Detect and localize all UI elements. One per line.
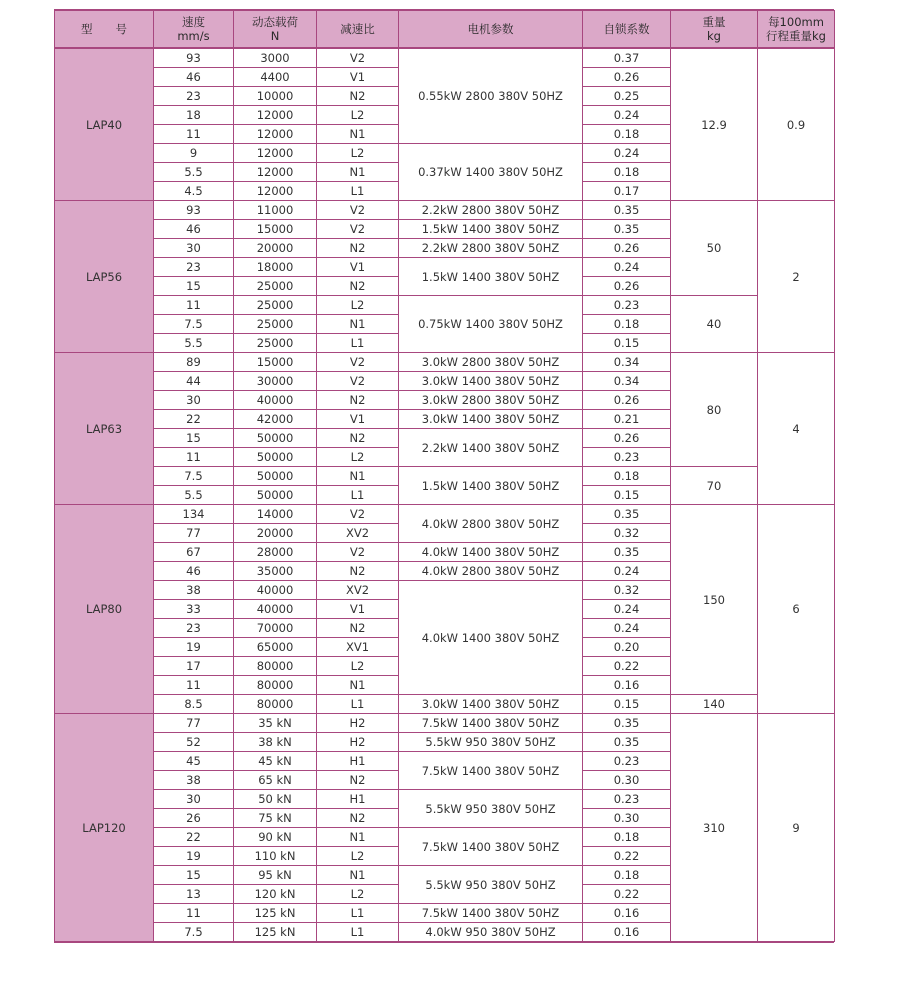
selflock-cell: 0.18 [583, 866, 671, 885]
ratio-cell: L2 [317, 296, 399, 315]
speed-cell: 23 [154, 87, 234, 106]
table-row [55, 505, 835, 524]
speed-cell: 5.5 [154, 334, 234, 353]
load-cell: 25000 [234, 315, 317, 334]
header-speed-unit: mm/s [177, 29, 210, 43]
selflock-cell: 0.26 [583, 277, 671, 296]
motor-cell: 0.55kW 2800 380V 50HZ [399, 48, 583, 144]
speed-cell: 33 [154, 600, 234, 619]
selflock-cell: 0.23 [583, 752, 671, 771]
load-cell: 4400 [234, 68, 317, 87]
selflock-cell: 0.34 [583, 353, 671, 372]
speed-cell: 13 [154, 885, 234, 904]
speed-cell: 52 [154, 733, 234, 752]
motor-cell: 0.75kW 1400 380V 50HZ [399, 296, 583, 353]
speed-cell: 23 [154, 619, 234, 638]
speed-cell: 19 [154, 638, 234, 657]
motor-cell: 3.0kW 2800 380V 50HZ [399, 391, 583, 410]
header-per100-unit: 行程重量kg [766, 29, 826, 43]
selflock-cell: 0.37 [583, 48, 671, 68]
load-cell: 12000 [234, 182, 317, 201]
ratio-cell: N1 [317, 828, 399, 847]
load-cell: 110 kN [234, 847, 317, 866]
spec-table [54, 10, 835, 942]
load-cell: 25000 [234, 334, 317, 353]
load-cell: 40000 [234, 581, 317, 600]
selflock-cell: 0.23 [583, 448, 671, 467]
speed-cell: 4.5 [154, 182, 234, 201]
table-row [55, 695, 835, 714]
load-cell: 42000 [234, 410, 317, 429]
ratio-cell: V2 [317, 48, 399, 68]
motor-cell: 5.5kW 950 380V 50HZ [399, 866, 583, 904]
speed-cell: 11 [154, 676, 234, 695]
speed-cell: 11 [154, 296, 234, 315]
load-cell: 15000 [234, 220, 317, 239]
weight-cell: 80 [671, 353, 758, 467]
selflock-cell: 0.24 [583, 258, 671, 277]
motor-cell: 1.5kW 1400 380V 50HZ [399, 467, 583, 505]
selflock-cell: 0.16 [583, 676, 671, 695]
selflock-cell: 0.22 [583, 885, 671, 904]
ratio-cell: N2 [317, 87, 399, 106]
selflock-cell: 0.24 [583, 600, 671, 619]
load-cell: 28000 [234, 543, 317, 562]
ratio-cell: N1 [317, 163, 399, 182]
motor-cell: 7.5kW 1400 380V 50HZ [399, 752, 583, 790]
header-row [55, 11, 835, 49]
ratio-cell: V1 [317, 410, 399, 429]
ratio-cell: V2 [317, 543, 399, 562]
load-cell: 30000 [234, 372, 317, 391]
selflock-cell: 0.35 [583, 543, 671, 562]
header-per100 [758, 11, 835, 49]
model-cell: LAP40 [55, 48, 154, 201]
motor-cell: 7.5kW 1400 380V 50HZ [399, 714, 583, 733]
selflock-cell: 0.17 [583, 182, 671, 201]
ratio-cell: N1 [317, 315, 399, 334]
selflock-cell: 0.18 [583, 467, 671, 486]
motor-cell: 0.37kW 1400 380V 50HZ [399, 144, 583, 201]
header-load-label: 动态载荷 [252, 15, 298, 29]
load-cell: 50000 [234, 486, 317, 505]
ratio-cell: V1 [317, 600, 399, 619]
speed-cell: 15 [154, 429, 234, 448]
speed-cell: 7.5 [154, 467, 234, 486]
speed-cell: 7.5 [154, 315, 234, 334]
motor-cell: 5.5kW 950 380V 50HZ [399, 733, 583, 752]
ratio-cell: L1 [317, 695, 399, 714]
speed-cell: 77 [154, 714, 234, 733]
weight-cell: 150 [671, 505, 758, 695]
weight-cell: 12.9 [671, 48, 758, 201]
motor-cell: 4.0kW 2800 380V 50HZ [399, 562, 583, 581]
selflock-cell: 0.26 [583, 391, 671, 410]
speed-cell: 23 [154, 258, 234, 277]
selflock-cell: 0.24 [583, 562, 671, 581]
selflock-cell: 0.32 [583, 581, 671, 600]
ratio-cell: V2 [317, 220, 399, 239]
selflock-cell: 0.35 [583, 733, 671, 752]
motor-cell: 4.0kW 1400 380V 50HZ [399, 543, 583, 562]
load-cell: 12000 [234, 144, 317, 163]
motor-cell: 3.0kW 1400 380V 50HZ [399, 410, 583, 429]
ratio-cell: XV2 [317, 581, 399, 600]
motor-cell: 2.2kW 1400 380V 50HZ [399, 429, 583, 467]
motor-cell: 2.2kW 2800 380V 50HZ [399, 239, 583, 258]
selflock-cell: 0.21 [583, 410, 671, 429]
header-model: 型 号 [55, 11, 154, 49]
motor-cell: 7.5kW 1400 380V 50HZ [399, 828, 583, 866]
load-cell: 15000 [234, 353, 317, 372]
table-bottom-rule [54, 941, 834, 943]
ratio-cell: N2 [317, 391, 399, 410]
load-cell: 50000 [234, 429, 317, 448]
ratio-cell: N1 [317, 676, 399, 695]
speed-cell: 93 [154, 201, 234, 220]
load-cell: 45 kN [234, 752, 317, 771]
selflock-cell: 0.25 [583, 87, 671, 106]
speed-cell: 77 [154, 524, 234, 543]
ratio-cell: L1 [317, 334, 399, 353]
ratio-cell: N2 [317, 239, 399, 258]
motor-cell: 3.0kW 1400 380V 50HZ [399, 372, 583, 391]
motor-cell: 3.0kW 2800 380V 50HZ [399, 353, 583, 372]
selflock-cell: 0.18 [583, 828, 671, 847]
selflock-cell: 0.22 [583, 657, 671, 676]
header-weight [671, 11, 758, 49]
selflock-cell: 0.23 [583, 790, 671, 809]
weight-cell: 50 [671, 201, 758, 296]
table-row [55, 353, 835, 372]
ratio-cell: V1 [317, 258, 399, 277]
speed-cell: 22 [154, 828, 234, 847]
ratio-cell: L2 [317, 657, 399, 676]
load-cell: 12000 [234, 125, 317, 144]
speed-cell: 17 [154, 657, 234, 676]
load-cell: 40000 [234, 600, 317, 619]
selflock-cell: 0.23 [583, 296, 671, 315]
load-cell: 20000 [234, 239, 317, 258]
selflock-cell: 0.30 [583, 771, 671, 790]
header-speed [154, 11, 234, 49]
ratio-cell: H1 [317, 752, 399, 771]
ratio-cell: V2 [317, 353, 399, 372]
speed-cell: 18 [154, 106, 234, 125]
speed-cell: 11 [154, 125, 234, 144]
load-cell: 90 kN [234, 828, 317, 847]
table-top-rule [54, 9, 834, 11]
selflock-cell: 0.26 [583, 239, 671, 258]
per100-cell: 4 [758, 353, 835, 505]
per100-cell: 2 [758, 201, 835, 353]
speed-cell: 15 [154, 866, 234, 885]
load-cell: 65000 [234, 638, 317, 657]
motor-cell: 4.0kW 2800 380V 50HZ [399, 505, 583, 543]
weight-cell: 40 [671, 296, 758, 353]
header-weight-label: 重量 [702, 15, 726, 29]
load-cell: 65 kN [234, 771, 317, 790]
model-cell: LAP63 [55, 353, 154, 505]
selflock-cell: 0.35 [583, 505, 671, 524]
ratio-cell: L1 [317, 486, 399, 505]
selflock-cell: 0.18 [583, 163, 671, 182]
speed-cell: 8.5 [154, 695, 234, 714]
selflock-cell: 0.30 [583, 809, 671, 828]
selflock-cell: 0.20 [583, 638, 671, 657]
ratio-cell: N1 [317, 866, 399, 885]
load-cell: 50000 [234, 467, 317, 486]
motor-cell: 4.0kW 1400 380V 50HZ [399, 581, 583, 695]
ratio-cell: L2 [317, 144, 399, 163]
load-cell: 50 kN [234, 790, 317, 809]
speed-cell: 46 [154, 562, 234, 581]
motor-cell: 2.2kW 2800 380V 50HZ [399, 201, 583, 220]
speed-cell: 134 [154, 505, 234, 524]
motor-cell: 7.5kW 1400 380V 50HZ [399, 904, 583, 923]
load-cell: 50000 [234, 448, 317, 467]
header-selflock: 自锁系数 [583, 11, 671, 49]
table-row [55, 714, 835, 733]
ratio-cell: XV1 [317, 638, 399, 657]
selflock-cell: 0.15 [583, 334, 671, 353]
selflock-cell: 0.34 [583, 372, 671, 391]
ratio-cell: L1 [317, 904, 399, 923]
speed-cell: 30 [154, 391, 234, 410]
ratio-cell: H2 [317, 733, 399, 752]
speed-cell: 9 [154, 144, 234, 163]
load-cell: 38 kN [234, 733, 317, 752]
ratio-cell: N2 [317, 809, 399, 828]
load-cell: 20000 [234, 524, 317, 543]
ratio-cell: N2 [317, 771, 399, 790]
ratio-cell: N1 [317, 125, 399, 144]
selflock-cell: 0.24 [583, 106, 671, 125]
selflock-cell: 0.22 [583, 847, 671, 866]
ratio-cell: V2 [317, 505, 399, 524]
selflock-cell: 0.26 [583, 68, 671, 87]
ratio-cell: H1 [317, 790, 399, 809]
weight-cell: 140 [671, 695, 758, 714]
spec-table-container [54, 10, 835, 942]
load-cell: 25000 [234, 277, 317, 296]
selflock-cell: 0.24 [583, 144, 671, 163]
load-cell: 3000 [234, 48, 317, 68]
motor-cell: 3.0kW 1400 380V 50HZ [399, 695, 583, 714]
ratio-cell: N1 [317, 467, 399, 486]
load-cell: 95 kN [234, 866, 317, 885]
speed-cell: 45 [154, 752, 234, 771]
load-cell: 12000 [234, 163, 317, 182]
per100-cell: 6 [758, 505, 835, 714]
ratio-cell: N2 [317, 562, 399, 581]
header-weight-unit: kg [707, 29, 721, 43]
load-cell: 18000 [234, 258, 317, 277]
ratio-cell: L2 [317, 448, 399, 467]
table-row [55, 48, 835, 68]
weight-cell: 310 [671, 714, 758, 942]
load-cell: 10000 [234, 87, 317, 106]
load-cell: 120 kN [234, 885, 317, 904]
load-cell: 40000 [234, 391, 317, 410]
ratio-cell: V1 [317, 68, 399, 87]
ratio-cell: L1 [317, 923, 399, 942]
speed-cell: 5.5 [154, 486, 234, 505]
table-header [55, 11, 835, 49]
table-row [55, 467, 835, 486]
table-row [55, 201, 835, 220]
selflock-cell: 0.16 [583, 923, 671, 942]
selflock-cell: 0.26 [583, 429, 671, 448]
model-cell: LAP56 [55, 201, 154, 353]
ratio-cell: N2 [317, 619, 399, 638]
load-cell: 70000 [234, 619, 317, 638]
ratio-cell: V2 [317, 201, 399, 220]
selflock-cell: 0.35 [583, 714, 671, 733]
motor-cell: 1.5kW 1400 380V 50HZ [399, 220, 583, 239]
ratio-cell: XV2 [317, 524, 399, 543]
weight-cell: 70 [671, 467, 758, 505]
speed-cell: 7.5 [154, 923, 234, 942]
load-cell: 75 kN [234, 809, 317, 828]
load-cell: 125 kN [234, 923, 317, 942]
header-motor: 电机参数 [399, 11, 583, 49]
header-load [234, 11, 317, 49]
load-cell: 14000 [234, 505, 317, 524]
model-cell: LAP80 [55, 505, 154, 714]
load-cell: 35 kN [234, 714, 317, 733]
selflock-cell: 0.15 [583, 486, 671, 505]
speed-cell: 11 [154, 448, 234, 467]
ratio-cell: L2 [317, 106, 399, 125]
speed-cell: 38 [154, 581, 234, 600]
per100-cell: 9 [758, 714, 835, 942]
load-cell: 80000 [234, 657, 317, 676]
table-body [55, 48, 835, 942]
speed-cell: 93 [154, 48, 234, 68]
ratio-cell: L2 [317, 885, 399, 904]
ratio-cell: N2 [317, 429, 399, 448]
load-cell: 80000 [234, 676, 317, 695]
speed-cell: 67 [154, 543, 234, 562]
speed-cell: 26 [154, 809, 234, 828]
speed-cell: 46 [154, 68, 234, 87]
ratio-cell: V2 [317, 372, 399, 391]
selflock-cell: 0.18 [583, 125, 671, 144]
speed-cell: 15 [154, 277, 234, 296]
ratio-cell: L1 [317, 182, 399, 201]
load-cell: 125 kN [234, 904, 317, 923]
header-load-unit: N [270, 29, 280, 43]
header-ratio: 减速比 [317, 11, 399, 49]
load-cell: 11000 [234, 201, 317, 220]
per100-cell: 0.9 [758, 48, 835, 201]
speed-cell: 19 [154, 847, 234, 866]
speed-cell: 11 [154, 904, 234, 923]
selflock-cell: 0.16 [583, 904, 671, 923]
speed-cell: 30 [154, 790, 234, 809]
motor-cell: 1.5kW 1400 380V 50HZ [399, 258, 583, 296]
speed-cell: 5.5 [154, 163, 234, 182]
speed-cell: 30 [154, 239, 234, 258]
selflock-cell: 0.18 [583, 315, 671, 334]
ratio-cell: L2 [317, 847, 399, 866]
header-per100-label: 每100mm [768, 15, 824, 29]
speed-cell: 46 [154, 220, 234, 239]
load-cell: 80000 [234, 695, 317, 714]
motor-cell: 5.5kW 950 380V 50HZ [399, 790, 583, 828]
ratio-cell: N2 [317, 277, 399, 296]
ratio-cell: H2 [317, 714, 399, 733]
header-speed-label: 速度 [182, 15, 205, 29]
selflock-cell: 0.35 [583, 220, 671, 239]
speed-cell: 44 [154, 372, 234, 391]
speed-cell: 22 [154, 410, 234, 429]
model-cell: LAP120 [55, 714, 154, 942]
motor-cell: 4.0kW 950 380V 50HZ [399, 923, 583, 942]
speed-cell: 89 [154, 353, 234, 372]
selflock-cell: 0.32 [583, 524, 671, 543]
selflock-cell: 0.15 [583, 695, 671, 714]
load-cell: 35000 [234, 562, 317, 581]
selflock-cell: 0.24 [583, 619, 671, 638]
speed-cell: 38 [154, 771, 234, 790]
selflock-cell: 0.35 [583, 201, 671, 220]
load-cell: 12000 [234, 106, 317, 125]
table-row [55, 296, 835, 315]
load-cell: 25000 [234, 296, 317, 315]
